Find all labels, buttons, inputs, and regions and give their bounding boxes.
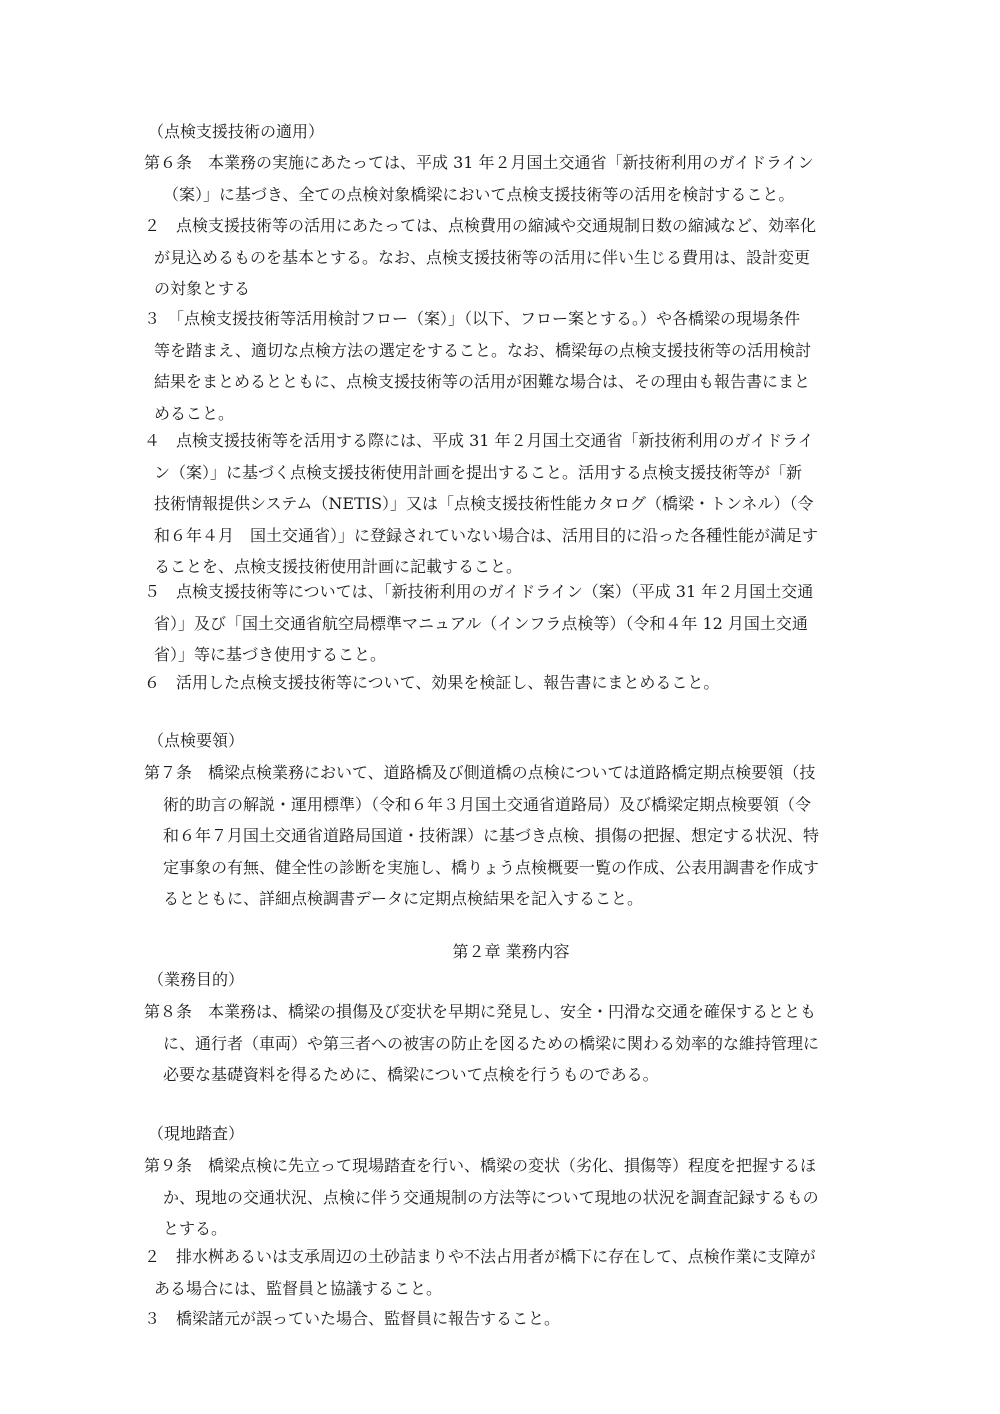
article-9 bbox=[144, 1150, 884, 1245]
article-8-line-2: に、通行者（車両）や第三者への被害の防止を図るための橋梁に関わる効率的な維持管理に bbox=[163, 1033, 820, 1053]
article-6-line-2: （案）」に基づき、全ての点検対象橋梁において点検支援技術等の活用を検討すること。 bbox=[163, 184, 795, 204]
section-heading-site-survey: （現地踏査） bbox=[148, 1124, 245, 1143]
article-9-line-3: とする。 bbox=[163, 1219, 228, 1238]
item-2-line-1: ２ 点検支援技術等の活用にあたっては、点検費用の縮減や交通規制日数の縮減など、効率化 bbox=[144, 216, 817, 235]
section-heading-purpose: （業務目的） bbox=[148, 970, 245, 989]
article-6-item-5 bbox=[144, 576, 884, 671]
item-5-line-1: ５ 点検支援技術等については、「新技術利用のガイドライン（案）（平成 31 年２月国土交通 bbox=[144, 582, 814, 601]
article-6-line-1: 第６条 本業務の実施にあたっては、平成 31 年２月国土交通省「新技術利用のガイドライン bbox=[144, 153, 814, 172]
article-7-line-5: るとともに、詳細点検調書データに定期点検結果を記入すること。 bbox=[163, 889, 644, 908]
item-3-line-4: めること。 bbox=[154, 403, 235, 423]
article-7-line-4: 定事象の有無、健全性の診断を実施し、橋りょう点検概要一覧の作成、公表用調書を作成す bbox=[163, 857, 820, 877]
article-7-line-1: 第７条 橋梁点検業務において、道路橋及び側道橋の点検については道路橋定期点検要領（技 bbox=[144, 763, 816, 782]
article-6-item-2 bbox=[144, 210, 884, 305]
article-6-item-4 bbox=[144, 425, 884, 583]
item-5-line-3: 省）」等に基づき使用すること。 bbox=[154, 645, 387, 664]
article-9-item-3 bbox=[144, 1303, 884, 1335]
article-9-item-2 bbox=[144, 1241, 884, 1304]
item-5-line-2: 省）」及び「国土交通省航空局標準マニュアル（インフラ点検等）（令和４年 12 月国土交通 bbox=[154, 613, 808, 633]
article-9-line-2: か、現地の交通状況、点検に伴う交通規制の方法等について現地の状況を調査記録するもの bbox=[163, 1187, 819, 1207]
item-4-line-5: ることを、点検支援技術使用計画に記載すること。 bbox=[154, 557, 523, 576]
article-9-line-1: 第９条 橋梁点検に先立って現場踏査を行い、橋梁の変状（劣化、損傷等）程度を把握するほ bbox=[144, 1156, 817, 1175]
article-6-item-3 bbox=[144, 303, 884, 429]
article-8-line-3: 必要な基礎資料を得るために、橋梁について点検を行うものである。 bbox=[163, 1065, 659, 1084]
item-4-line-1: ４ 点検支援技術等を活用する際には、平成 31 年２月国土交通省「新技術利用のガイドライ bbox=[144, 431, 814, 450]
article-6-item-6 bbox=[144, 667, 884, 699]
article-8 bbox=[144, 996, 884, 1091]
article-8-line-1: 第８条 本業務は、橋梁の損傷及び変状を早期に発見し、安全・円滑な交通を確保するととも bbox=[144, 1002, 817, 1021]
item-4-line-4: 和６年４月 国土交通省）」に登録されていない場合は、活用目的に沿った各種性能が満足す bbox=[154, 525, 819, 545]
section-heading-inspection-support: （点検支援技術の適用） bbox=[148, 122, 325, 141]
item-2-line-2: が見込めるものを基本とする。なお、点検支援技術等の活用に伴い生じる費用は、設計変更 bbox=[154, 247, 811, 267]
item-4-line-2: ン（案）」に基づく点検支援技術使用計画を提出すること。活用する点検支援技術等が「新 bbox=[154, 462, 803, 482]
item-3-line-2: 等を踏まえ、適切な点検方法の選定をすること。なお、橋梁毎の点検支援技術等の活用検討 bbox=[154, 340, 811, 360]
article-9-item-3-line-1: ３ 橋梁諸元が誤っていた場合、監督員に報告すること。 bbox=[144, 1309, 561, 1328]
article-9-item-2-line-2: ある場合には、監督員と協議すること。 bbox=[154, 1278, 443, 1298]
article-7-line-2: 術的助言の解説・運用標準）（令和６年３月国土交通省道路局）及び橋梁定期点検要領（令 bbox=[163, 794, 812, 814]
item-4-line-3: 技術情報提供システム（NETIS）」又は「点検支援技術性能カタログ（橋梁・トンネル）（令 bbox=[154, 494, 814, 513]
article-9-item-2-line-1: ２ 排水桝あるいは支承周辺の土砂詰まりや不法占用者が橋下に存在して、点検作業に支障が bbox=[144, 1247, 816, 1266]
section-heading-inspection-guidelines: （点検要領） bbox=[148, 731, 245, 750]
article-6 bbox=[144, 147, 884, 210]
item-3-line-1: ３ 「点検支援技術等活用検討フロー（案）」（以下、フロー案とする。）や各橋梁の現場条件 bbox=[144, 309, 801, 328]
chapter-2-title: 第２章 業務内容 bbox=[452, 942, 570, 961]
article-7-line-3: 和６年７月国土交通省道路局国道・技術課）に基づき点検、損傷の把握、想定する状況、特 bbox=[163, 826, 820, 845]
item-3-line-3: 結果をまとめるとともに、点検支援技術等の活用が困難な場合は、その理由も報告書にまと bbox=[154, 372, 811, 391]
item-2-line-3: の対象とする bbox=[154, 279, 251, 298]
article-7 bbox=[144, 757, 884, 915]
item-6-line-1: ６ 活用した点検支援技術等について、効果を検証し、報告書にまとめること。 bbox=[144, 673, 720, 692]
